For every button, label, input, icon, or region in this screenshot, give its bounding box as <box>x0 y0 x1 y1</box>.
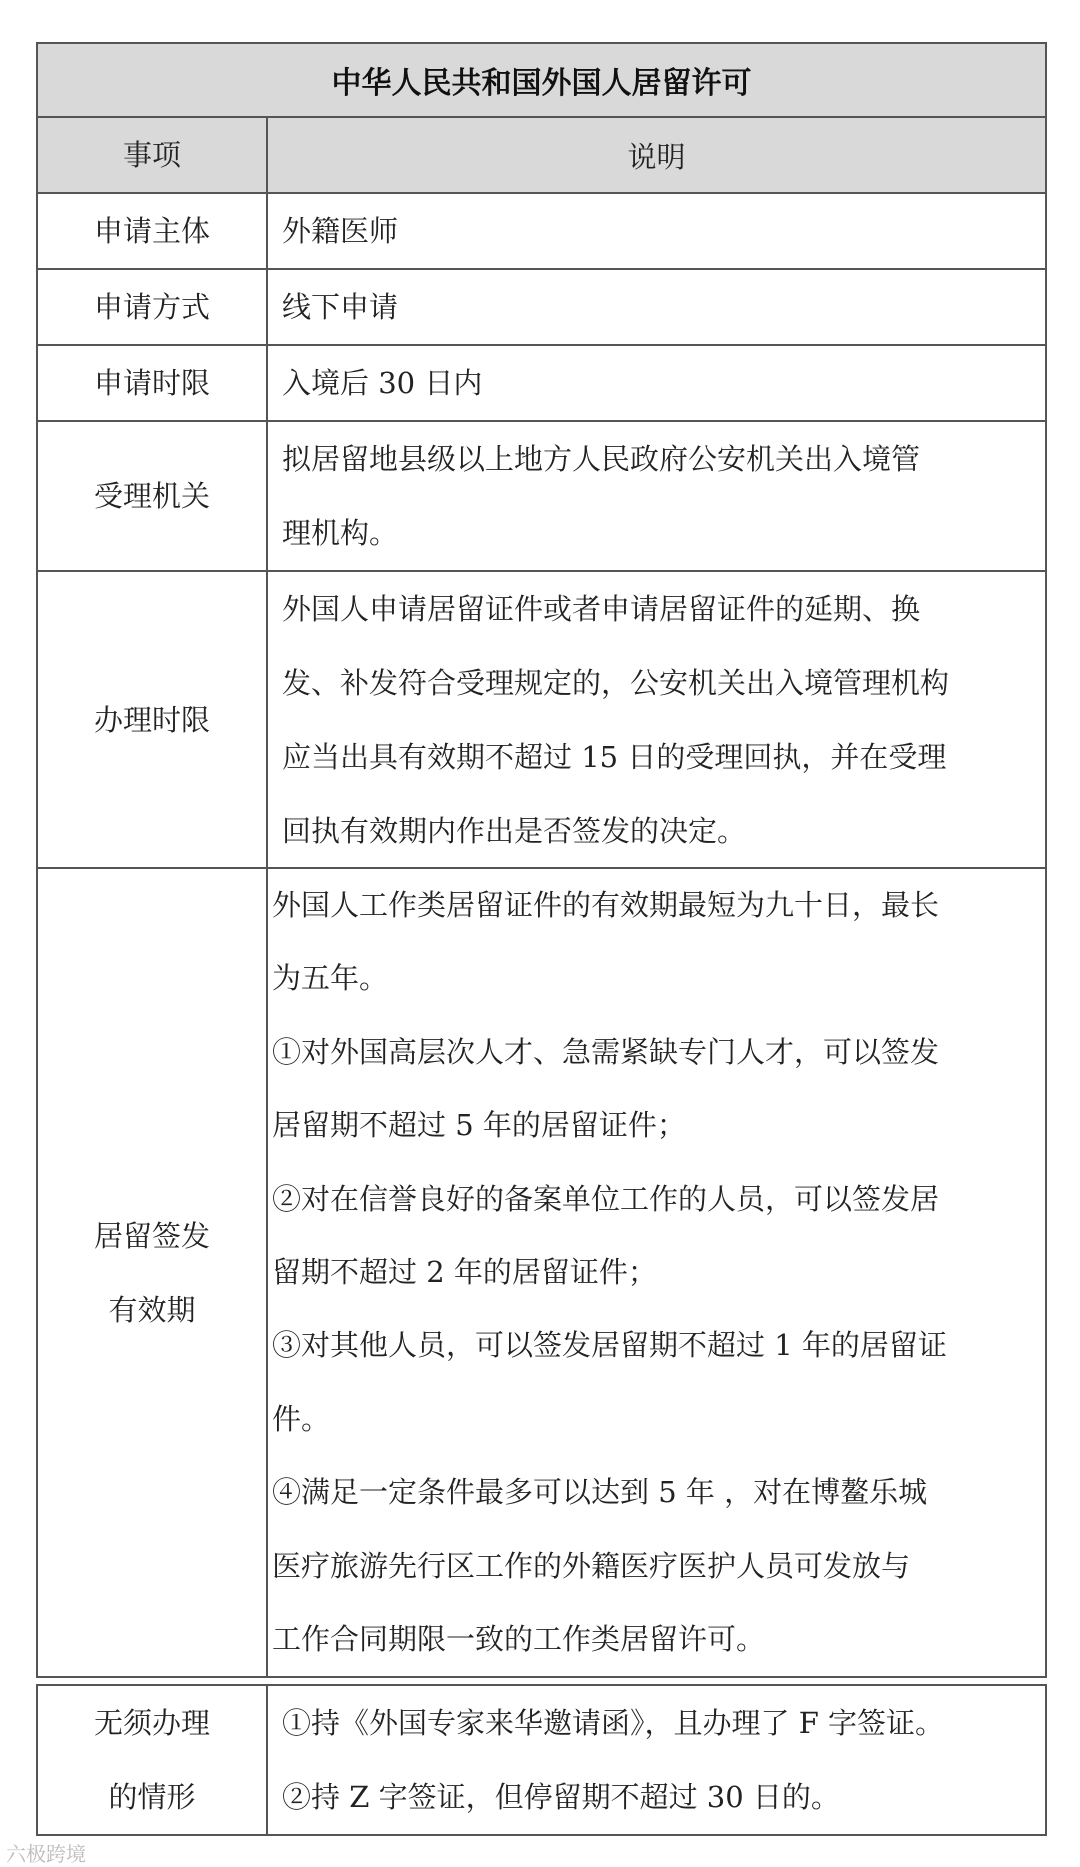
table-row <box>36 572 1047 869</box>
table-row <box>36 422 1047 572</box>
description-line: ②对在信誉良好的备案单位工作的人员，可以签发居 <box>272 1181 940 1216</box>
row-item-line: 无须办理 <box>93 1706 210 1740</box>
residence-permit-table <box>36 42 1047 1836</box>
row-item: 办理时限 <box>38 572 268 867</box>
table-title-row <box>36 42 1047 118</box>
description-line: ①对外国高层次人才、急需紧缺专门人才，可以签发 <box>272 1034 940 1069</box>
description-line: 居留期不超过 5 年的居留证件； <box>272 1108 686 1143</box>
header-description: 说明 <box>627 139 686 174</box>
table-row <box>36 869 1047 1678</box>
description-line: 医疗旅游先行区工作的外籍医疗医护人员可发放与 <box>272 1548 911 1583</box>
description-line: 为五年。 <box>272 961 389 996</box>
row-item-line: 有效期 <box>108 1292 196 1327</box>
watermark: 六极跨境 <box>6 1842 86 1866</box>
table-row <box>36 270 1047 346</box>
row-description <box>268 1686 1045 1834</box>
description-line: ③对其他人员，可以签发居留期不超过 1 年的居留证 <box>272 1328 947 1363</box>
description-line: 留期不超过 2 年的居留证件； <box>272 1255 657 1290</box>
table-row <box>36 1684 1047 1836</box>
description-line: 外国人工作类居留证件的有效期最短为九十日，最长 <box>272 888 940 922</box>
description-line: 件。 <box>272 1401 331 1436</box>
row-item: 申请主体 <box>38 194 268 268</box>
row-description <box>268 572 1045 867</box>
table-row <box>36 346 1047 422</box>
row-description <box>268 869 1045 1676</box>
description-line: ①持《外国专家来华邀请函》，且办理了 F 字签证。 <box>282 1706 945 1740</box>
description-line: 理机构。 <box>282 516 399 550</box>
description-line: ②持 Z 字签证，但停留期不超过 30 日的。 <box>282 1780 840 1814</box>
row-description <box>268 422 1045 570</box>
description-line: 工作合同期限一致的工作类居留许可。 <box>272 1622 766 1657</box>
description-line: 应当出具有效期不超过 15 日的受理回执，并在受理 <box>282 740 947 774</box>
row-description: 外籍医师 <box>282 214 399 248</box>
table-header-row <box>36 118 1047 194</box>
row-item: 申请方式 <box>38 270 268 344</box>
row-item <box>38 869 268 1676</box>
row-item-line: 的情形 <box>108 1780 196 1814</box>
description-line: 发、补发符合受理规定的，公安机关出入境管理机构 <box>282 666 950 700</box>
row-item: 受理机关 <box>38 422 268 570</box>
description-line: ④满足一定条件最多可以达到 5 年 ，对在博鳌乐城 <box>272 1475 928 1510</box>
description-line: 外国人申请居留证件或者申请居留证件的延期、换 <box>282 592 921 626</box>
row-item-line: 居留签发 <box>93 1218 210 1253</box>
table-row <box>36 194 1047 270</box>
row-description: 线下申请 <box>282 290 399 324</box>
row-item <box>38 1686 268 1834</box>
description-line: 拟居留地县级以上地方人民政府公安机关出入境管 <box>282 442 921 476</box>
row-description: 入境后 30 日内 <box>282 366 483 400</box>
description-line: 回执有效期内作出是否签发的决定。 <box>282 814 747 848</box>
table-title: 中华人民共和国外国人居留许可 <box>331 66 752 101</box>
header-item: 事项 <box>38 118 268 192</box>
row-item: 申请时限 <box>38 346 268 420</box>
